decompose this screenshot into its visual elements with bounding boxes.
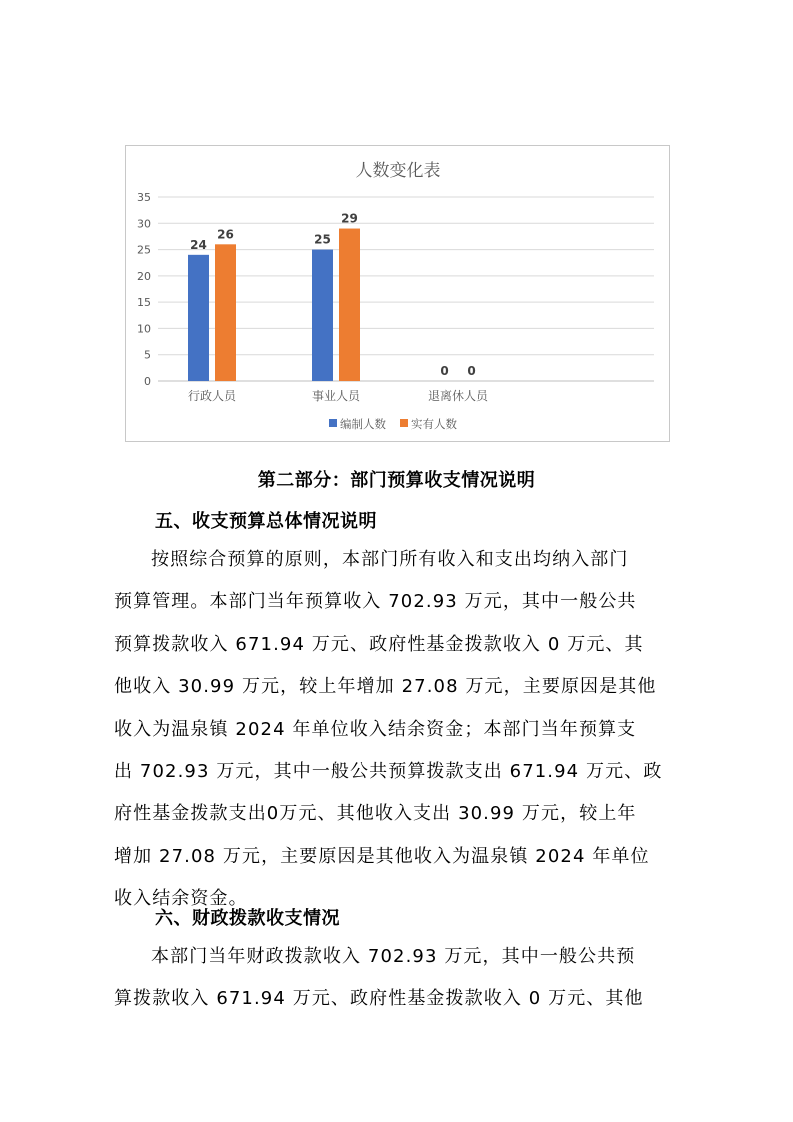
data-label: 0	[467, 364, 476, 378]
data-label: 29	[341, 211, 358, 226]
paragraph-line: 他收入 30.99 万元，较上年增加 27.08 万元，主要原因是其他	[114, 676, 657, 698]
legend-swatch	[329, 419, 337, 427]
data-label: 0	[440, 364, 449, 378]
section-five-heading: 五、收支预算总体情况说明	[155, 511, 377, 532]
paragraph-line: 增加 27.08 万元，主要原因是其他收入为温泉镇 2024 年单位	[114, 845, 650, 867]
y-tick-label: 5	[144, 348, 151, 362]
data-label: 26	[217, 227, 234, 242]
data-label: 24	[190, 237, 207, 252]
paragraph-line: 本部门当年财政拨款收入 702.93 万元，其中一般公共预	[151, 946, 636, 967]
chart-title: 人数变化表	[355, 161, 441, 181]
bar	[312, 250, 333, 381]
bar	[215, 244, 236, 381]
paragraph-line: 预算拨款收入 671.94 万元、政府性基金拨款收入 0 万元、其	[114, 633, 644, 655]
y-tick-label: 30	[137, 217, 151, 231]
paragraph-line: 算拨款收入 671.94 万元、政府性基金拨款收入 0 万元、其他	[114, 988, 644, 1010]
paragraph-line: 收入结余资金。	[114, 888, 248, 910]
paragraph-line: 按照综合预算的原则，本部门所有收入和支出均纳入部门	[151, 549, 629, 570]
y-tick-label: 10	[137, 322, 151, 336]
paragraph-line: 收入为温泉镇 2024 年单位收入结余资金；本部门当年预算支	[114, 718, 637, 740]
staff-chart	[125, 145, 670, 442]
legend-label: 实有人数	[411, 417, 457, 431]
y-tick-label: 35	[137, 191, 151, 204]
section-six-paragraph	[114, 936, 689, 1021]
paragraph-line: 府性基金拨款支出0万元、其他收入支出 30.99 万元，较上年	[114, 803, 637, 825]
paragraph-line: 出 702.93 万元，其中一般公共预算拨款支出 671.94 万元、政	[114, 761, 663, 783]
bar	[339, 229, 360, 381]
x-tick-label: 行政人员	[187, 389, 237, 403]
bar	[188, 255, 209, 381]
y-tick-label: 0	[144, 375, 151, 388]
section-six-heading: 六、财政拨款收支情况	[155, 908, 340, 929]
data-label: 25	[314, 232, 331, 247]
x-tick-label: 事业人员	[311, 389, 361, 403]
section-five-paragraph	[114, 539, 689, 921]
y-tick-label: 25	[137, 243, 151, 257]
staff-bar-chart	[126, 146, 671, 443]
legend-label: 编制人数	[340, 417, 386, 431]
x-tick-label: 退离休人员	[427, 389, 489, 403]
y-tick-label: 15	[137, 296, 151, 310]
y-tick-label: 20	[137, 269, 151, 283]
paragraph-line: 预算管理。本部门当年预算收入 702.93 万元，其中一般公共	[114, 591, 637, 613]
part-two-heading: 第二部分：部门预算收支情况说明	[257, 470, 536, 491]
legend-swatch	[400, 419, 408, 427]
